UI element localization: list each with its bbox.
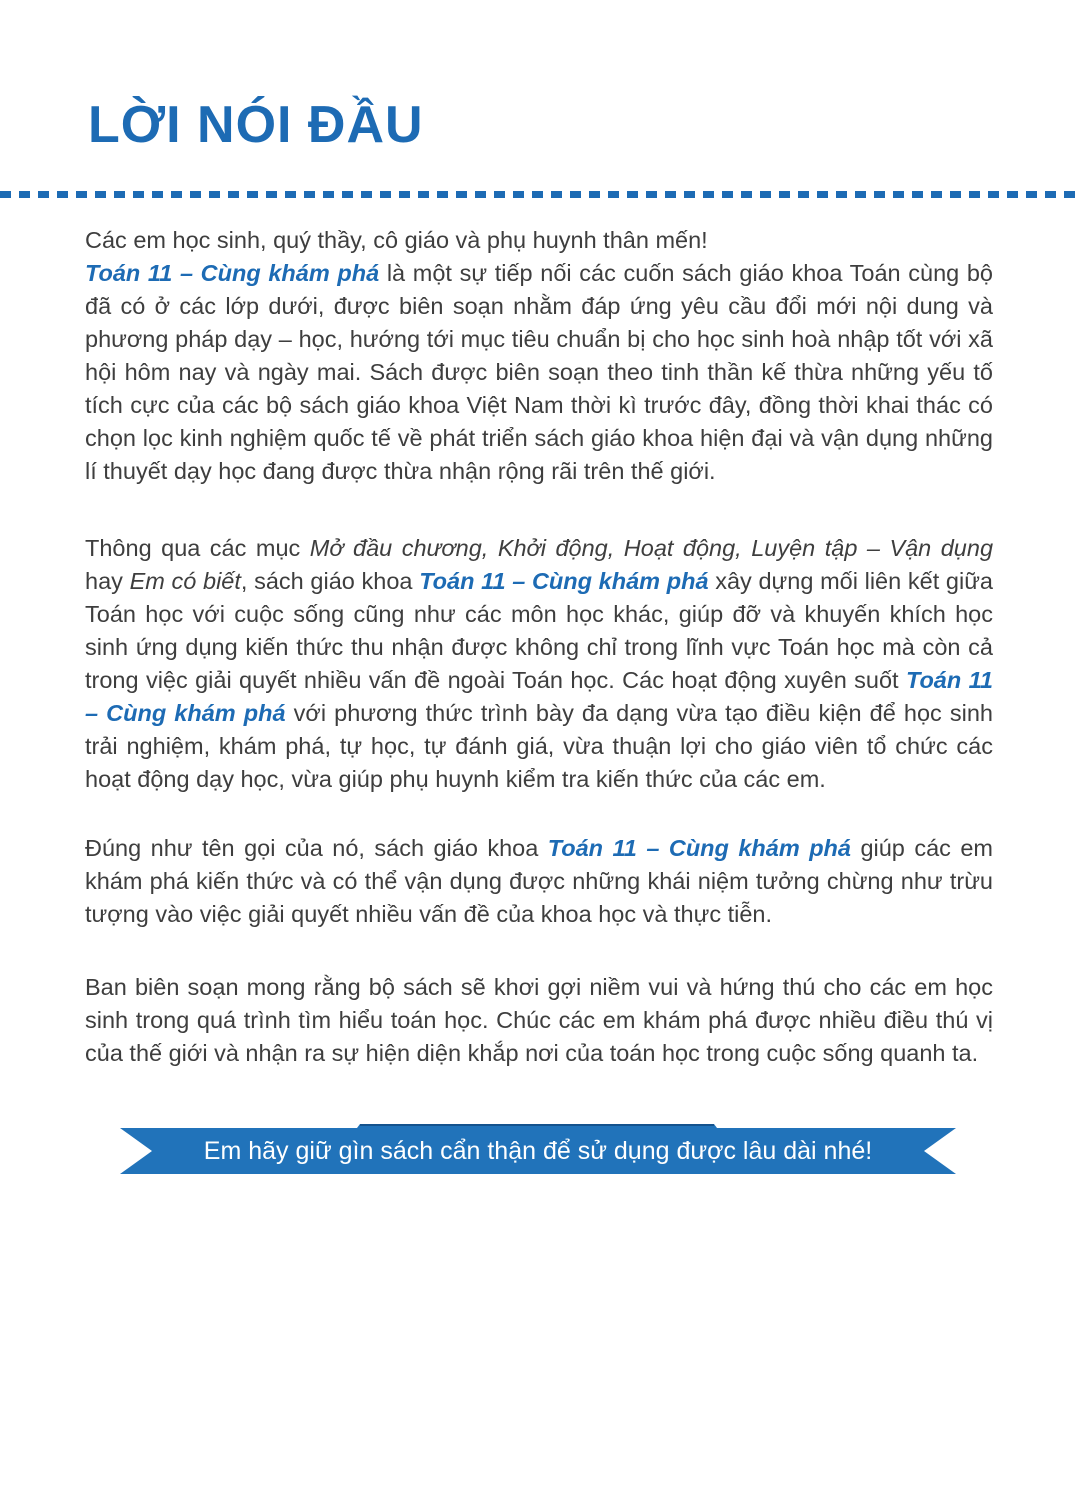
text-run: Luyện tập – Vận dụng (751, 535, 994, 561)
text-run: Toán 11 – Cùng khám phá (547, 835, 851, 861)
text-run: Thông qua các mục (85, 535, 310, 561)
dashed-divider (0, 191, 1076, 198)
paragraph-2 (85, 532, 993, 796)
ribbon-banner (120, 1122, 956, 1174)
paragraph-3 (85, 832, 993, 931)
paragraph-4 (85, 971, 993, 1070)
page-title: LỜI NÓI ĐẦU (88, 96, 424, 154)
text-run: Toán 11 – Cùng khám phá (419, 568, 709, 594)
text-run: là một sự tiếp nối các cuốn sách giáo khoa Toán cùng bộ đã có ở các lớp dưới, được biên soạn nhằm đáp ứng yêu cầu đổi mới nội dung và phương pháp dạy – học, hướng tới mục tiêu chuẩn bị cho học sinh hoà nhập tốt với xã hội hôm nay và ngày mai. Sách được biên soạn theo tinh thần kế thừa những yếu tố tích cực của các bộ sách giáo khoa Việt Nam thời kì trước đây, đồng thời khai thác có chọn lọc kinh nghiệm quốc tế về phát triển sách giáo khoa hiện đại và vận dụng những lí thuyết dạy học đang được thừa nhận rộng rãi trên thế giới. (85, 260, 994, 484)
greeting-line: Các em học sinh, quý thầy, cô giáo và phụ huynh thân mến! (85, 227, 708, 253)
text-run: Toán 11 – Cùng khám phá (85, 260, 380, 286)
text-run: xây dựng mối liên kết giữa Toán học với cuộc sống cũng như các môn học khác, giúp đỡ và khuyến khích học sinh ứng dụng kiến thức thu nhận được không chỉ trong lĩnh vực Toán học mà còn cả trong việc giải quyết nhiều vấn đề ngoài Toán học. Các hoạt động xuyên suốt (85, 568, 993, 693)
text-run (488, 535, 498, 561)
text-run: Khởi động, (497, 535, 615, 561)
text-run: Hoạt động, (623, 535, 742, 561)
text-run: giúp các em khám phá kiến thức và có thể vận dụng được những khái niệm tưởng chừng như trừu tượng vào việc giải quyết nhiều vấn đề của khoa học và thực tiễn. (85, 835, 993, 927)
text-run (742, 535, 752, 561)
paragraph-1 (85, 257, 993, 488)
text-run: Đúng như tên gọi của nó, sách giáo khoa (85, 835, 548, 861)
body-text (85, 224, 993, 1070)
text-run: với phương thức trình bày đa dạng vừa tạo điều kiện để học sinh trải nghiệm, khám phá, tự học, tự đánh giá, vừa thuận lợi cho giáo viên tổ chức các hoạt động dạy học, vừa giúp phụ huynh kiểm tra kiến thức của các em. (85, 700, 993, 792)
text-run: Mở đầu chương, (309, 535, 489, 561)
text-run: , sách giáo khoa (240, 568, 420, 594)
text-run: Ban biên soạn mong rằng bộ sách sẽ khơi gợi niềm vui và hứng thú cho các em học sinh trong quá trình tìm hiểu toán học. Chúc các em khám phá được nhiều điều thú vị của thế giới và nhận ra sự hiện diện khắp nơi của toán học trong cuộc sống quanh ta. (85, 974, 993, 1066)
text-run: Em có biết (129, 568, 241, 594)
text-run: hay (85, 568, 130, 594)
ribbon-message: Em hãy giữ gìn sách cẩn thận để sử dụng được lâu dài nhé! (203, 1136, 873, 1165)
text-run: Toán 11 – Cùng khám phá (85, 667, 994, 726)
text-run (614, 535, 624, 561)
